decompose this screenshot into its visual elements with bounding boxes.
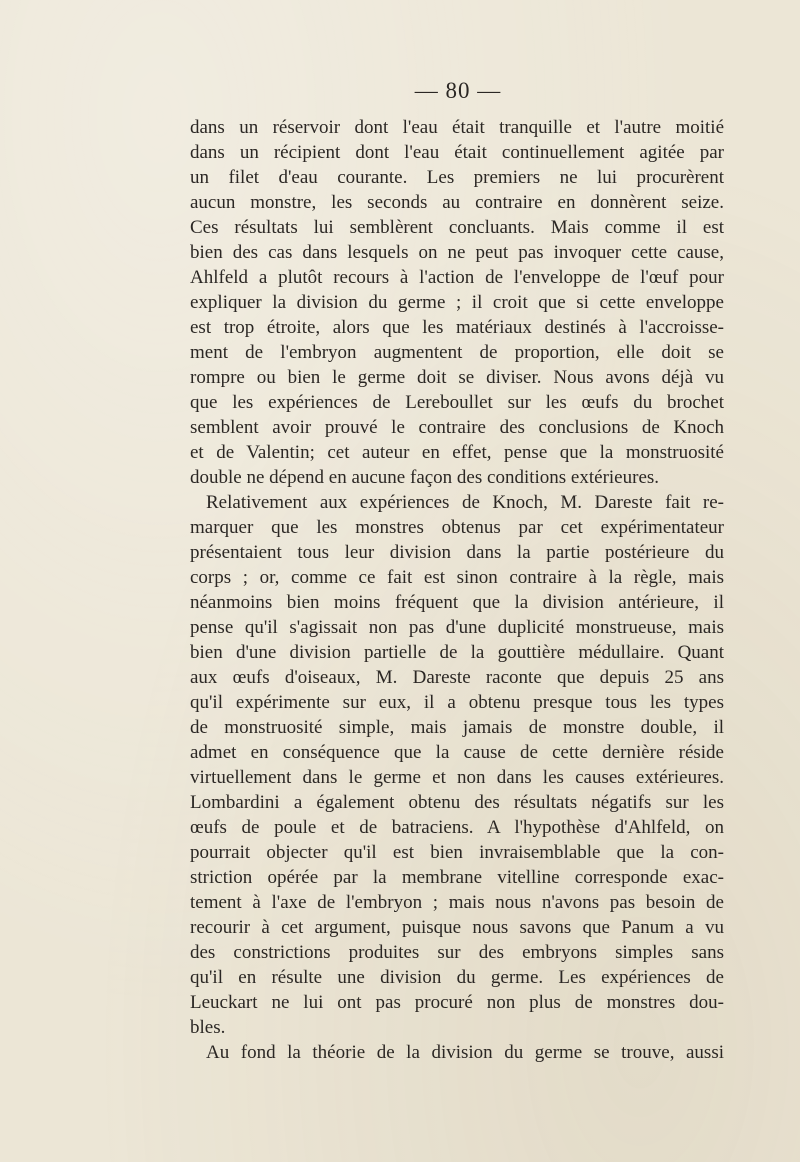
text-line: un filet d'eau courante. Les premiers ne lui procurèrent xyxy=(190,167,724,188)
text-line: aux œufs d'oiseaux, M. Dareste raconte que depuis 25 ans xyxy=(190,667,724,688)
text-line: aucun monstre, les seconds au contraire en donnèrent seize. xyxy=(190,192,724,213)
text-line: Leuckart ne lui ont pas procuré non plus de monstres dou- xyxy=(190,992,724,1013)
page-number: — 80 — xyxy=(414,78,502,103)
text-line: présentaient tous leur division dans la partie postérieure du xyxy=(190,542,724,563)
text-line: de monstruosité simple, mais jamais de monstre double, il xyxy=(190,717,724,738)
text-line: dans un récipient dont l'eau était continuellement agitée par xyxy=(190,142,724,163)
text-line: striction opérée par la membrane vitelline corresponde exac- xyxy=(190,867,724,888)
text-line: expliquer la division du germe ; il croit que si cette enveloppe xyxy=(190,292,724,313)
text-line: qu'il expérimente sur eux, il a obtenu presque tous les types xyxy=(190,692,724,713)
text-line: Lombardini a également obtenu des résultats négatifs sur les xyxy=(190,792,724,813)
text-line: Ces résultats lui semblèrent concluants. Mais comme il est xyxy=(190,217,724,238)
text-line: qu'il en résulte une division du germe. Les expériences de xyxy=(190,967,724,988)
text-line: rompre ou bien le germe doit se diviser. Nous avons déjà vu xyxy=(190,367,724,388)
text-line: pourrait objecter qu'il est bien invraisemblable que la con- xyxy=(190,842,724,863)
text-line: tement à l'axe de l'embryon ; mais nous n'avons pas besoin de xyxy=(190,892,724,913)
text-line: bien des cas dans lesquels on ne peut pas invoquer cette cause, xyxy=(190,242,724,263)
text-line: et de Valentin; cet auteur en effet, pense que la monstruosité xyxy=(190,442,724,463)
text-line: que les expériences de Lereboullet sur les œufs du brochet xyxy=(190,392,724,413)
text-line: œufs de poule et de batraciens. A l'hypothèse d'Ahlfeld, on xyxy=(190,817,724,838)
text-line: Ahlfeld a plutôt recours à l'action de l'enveloppe de l'œuf pour xyxy=(190,267,724,288)
text-line: ment de l'embryon augmentent de proportion, elle doit se xyxy=(190,342,724,363)
text-line: virtuellement dans le germe et non dans les causes extérieures. xyxy=(190,767,724,788)
text-line: pense qu'il s'agissait non pas d'une duplicité monstrueuse, mais xyxy=(190,617,724,638)
text-line: est trop étroite, alors que les matériaux destinés à l'accroisse- xyxy=(190,317,724,338)
text-line: bien d'une division partielle de la gouttière médullaire. Quant xyxy=(190,642,724,663)
text-line: double ne dépend en aucune façon des conditions extérieures. xyxy=(190,467,660,488)
text-line: admet en conséquence que la cause de cette dernière réside xyxy=(190,742,724,763)
text-line: marquer que les monstres obtenus par cet expérimentateur xyxy=(190,517,724,538)
text-line: recourir à cet argument, puisque nous savons que Panum a vu xyxy=(190,917,724,938)
text-line: dans un réservoir dont l'eau était tranquille et l'autre moitié xyxy=(190,117,724,138)
text-line: Au fond la théorie de la division du germe se trouve, aussi xyxy=(206,1042,724,1063)
body-text xyxy=(190,115,724,1065)
text-line: semblent avoir prouvé le contraire des conclusions de Knoch xyxy=(190,417,724,438)
text-line: bles. xyxy=(190,1017,226,1038)
text-line: des constrictions produites sur des embryons simples sans xyxy=(190,942,724,963)
text-line: Relativement aux expériences de Knoch, M. Dareste fait re- xyxy=(206,492,724,513)
text-line: néanmoins bien moins fréquent que la division antérieure, il xyxy=(190,592,724,613)
text-line: corps ; or, comme ce fait est sinon contraire à la règle, mais xyxy=(190,567,724,588)
